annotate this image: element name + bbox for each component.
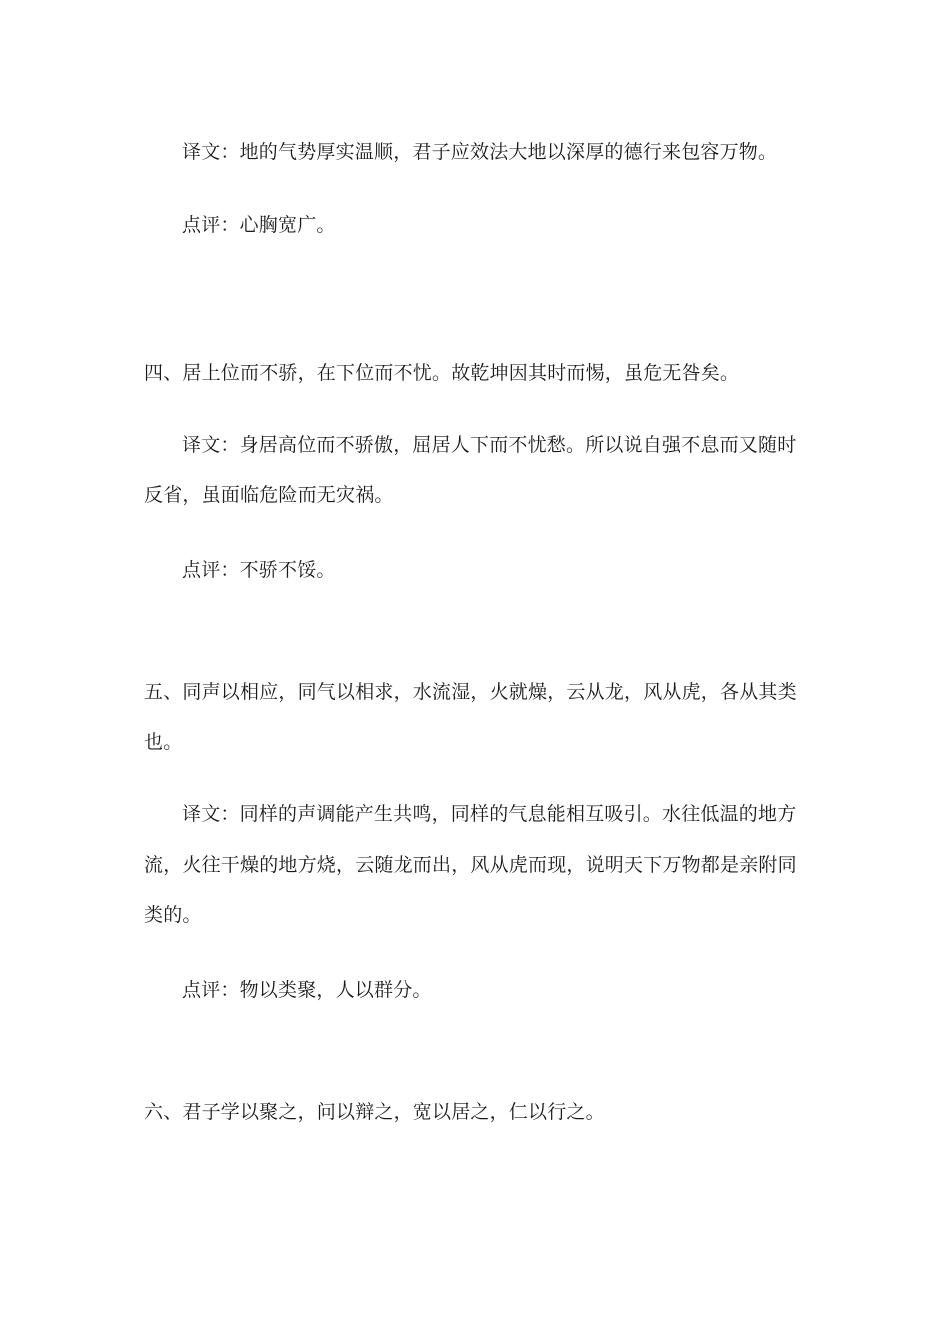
section-heading-six: 六、君子学以聚之，问以辩之，宽以居之，仁以行之。 <box>144 1101 605 1123</box>
comment-paragraph: 点评：不骄不馁。 <box>182 559 336 581</box>
translation-paragraph-line: 译文：身居高位而不骄傲，屈居人下而不忧愁。所以说自强不息而又随时 <box>182 434 797 456</box>
translation-paragraph-line: 译文：同样的声调能产生共鸣，同样的气息能相互吸引。水往低温的地方 <box>182 803 797 825</box>
comment-paragraph: 点评：心胸宽广。 <box>182 214 336 236</box>
section-heading-four: 四、居上位而不骄，在下位而不忧。故乾坤因其时而惕，虽危无咎矣。 <box>144 362 740 384</box>
translation-paragraph-line: 反省，虽面临危险而无灾祸。 <box>144 484 394 506</box>
comment-paragraph: 点评：物以类聚，人以群分。 <box>182 979 432 1001</box>
translation-paragraph-line: 流，火往干燥的地方烧，云随龙而出，风从虎而现，说明天下万物都是亲附同 <box>144 854 797 876</box>
translation-paragraph-line: 类的。 <box>144 904 202 926</box>
section-heading-five-line: 也。 <box>144 731 183 753</box>
section-heading-five-line: 五、同声以相应，同气以相求，水流湿，火就燥，云从龙，风从虎，各从其类 <box>144 681 797 703</box>
translation-paragraph: 译文：地的气势厚实温顺，君子应效法大地以深厚的德行来包容万物。 <box>182 141 778 163</box>
